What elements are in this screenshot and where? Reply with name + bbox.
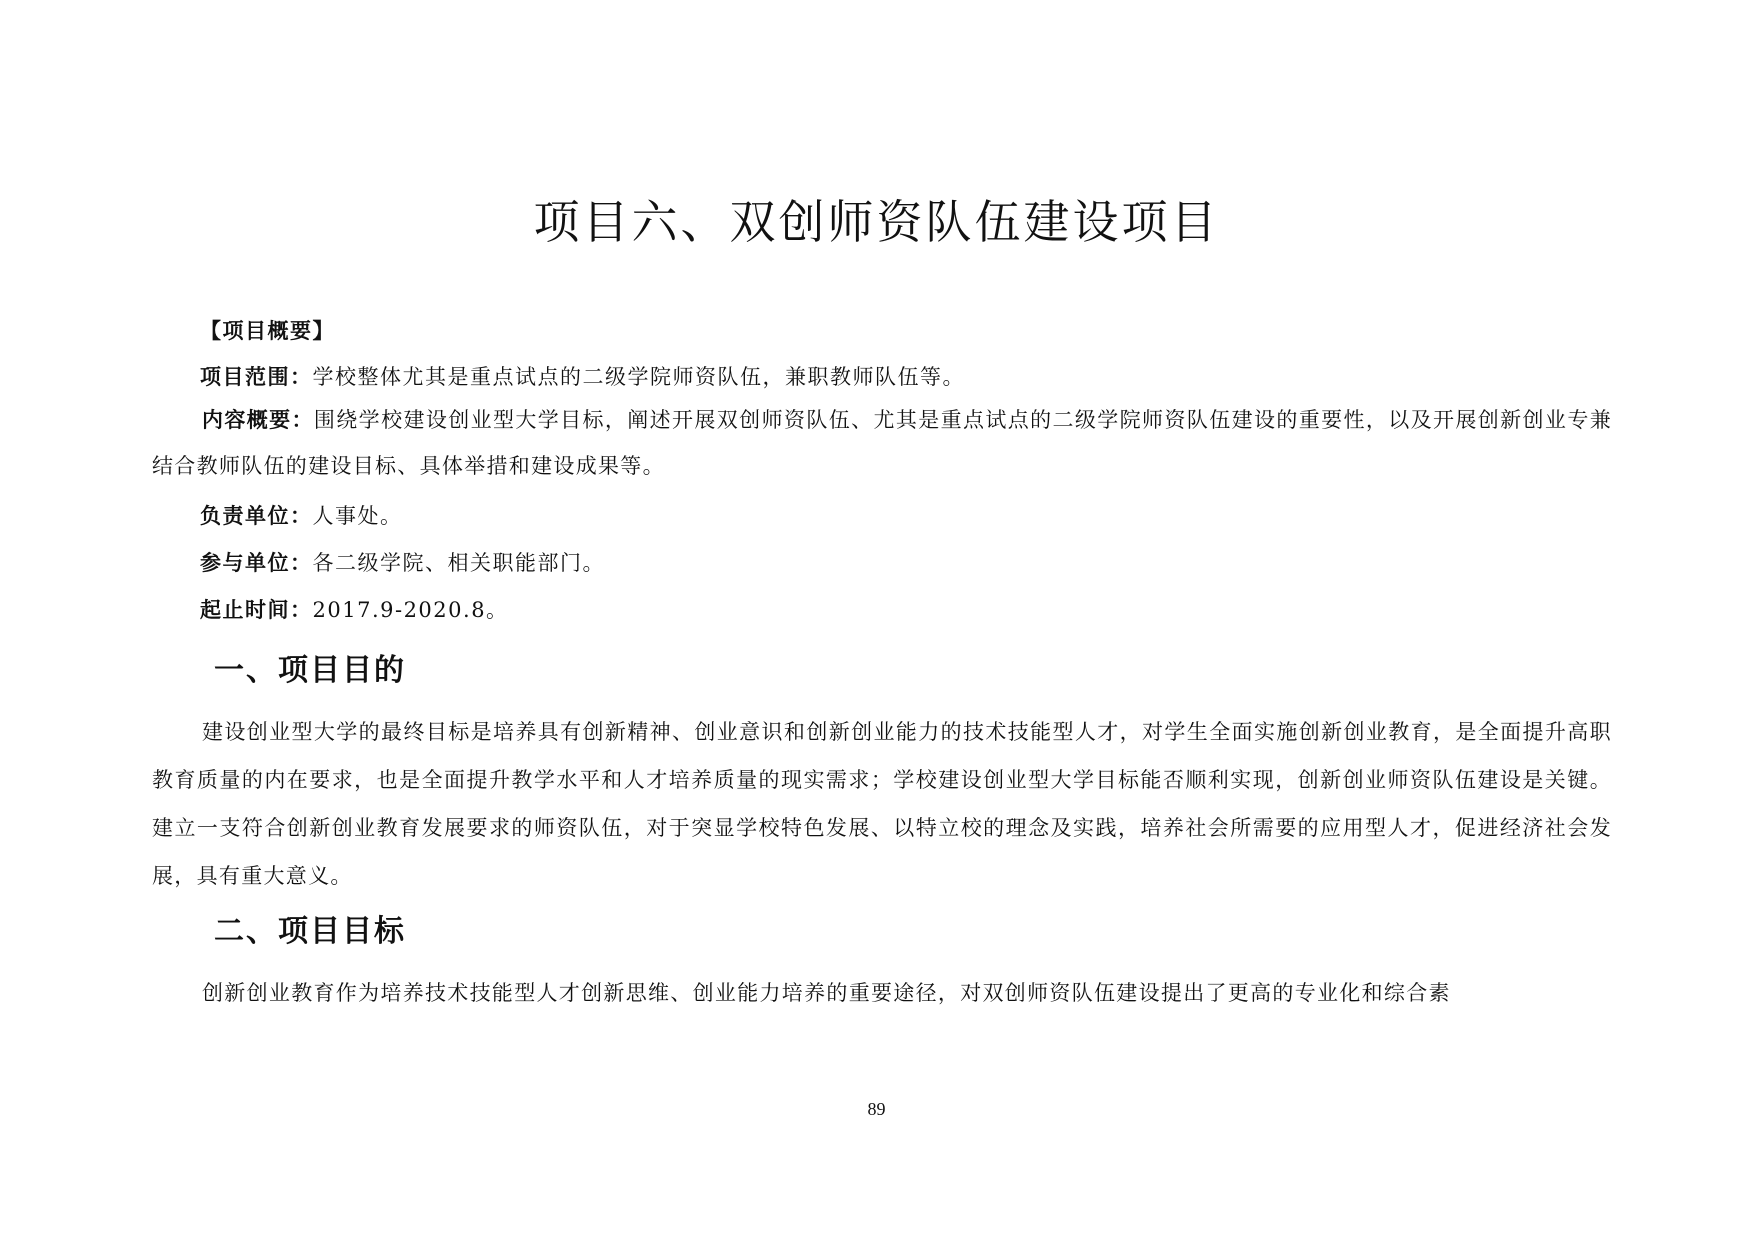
field-responsible-value: 人事处。 — [312, 504, 403, 528]
field-responsible-label: 负责单位： — [200, 504, 313, 528]
field-participants-value: 各二级学院、相关职能部门。 — [312, 551, 605, 575]
field-scope-label: 项目范围： — [200, 365, 313, 389]
summary-header: 【项目概要】 — [200, 319, 335, 343]
section-2-heading: 二、项目目标 — [214, 914, 406, 949]
field-period-label: 起止时间： — [200, 598, 313, 622]
section-2-body: 创新创业教育作为培养技术技能型人才创新思维、创业能力培养的重要途径，对双创师资队伍建设提出了更高的专业化和综合素 — [202, 981, 1451, 1005]
field-content-label: 内容概要： — [202, 408, 314, 432]
field-participants-label: 参与单位： — [200, 551, 313, 575]
field-period — [200, 596, 509, 624]
page-number: 89 — [867, 1099, 886, 1119]
field-scope — [200, 363, 965, 391]
field-scope-value: 学校整体尤其是重点试点的二级学院师资队伍，兼职教师队伍等。 — [312, 365, 965, 389]
document-title: 项目六、双创师资队伍建设项目 — [533, 195, 1220, 249]
field-content-value: 围绕学校建设创业型大学目标，阐述开展双创师资队伍、尤其是重点试点的二级学院师资队伍建设的重要性，以及开展创新创业专兼结合教师队伍的建设目标、具体举措和建设成果等。 — [152, 408, 1612, 478]
section-1-heading: 一、项目目的 — [214, 653, 406, 688]
field-content — [152, 397, 1612, 489]
section-1-body: 建设创业型大学的最终目标是培养具有创新精神、创业意识和创新创业能力的技术技能型人才，对学生全面实施创新创业教育，是全面提升高职教育质量的内在要求，也是全面提升教学水平和人才培养质量的现实需求；学校建设创业型大学目标能否顺利实现，创新创业师资队伍建设是关键。建立一支符合创新创业教育发展要求的师资队伍，对于突显学校特色发展、以特立校的理念及实践，培养社会所需要的应用型人才，促进经济社会发展，具有重大意义。 — [152, 720, 1612, 888]
field-responsible — [200, 502, 403, 530]
field-participants — [200, 549, 605, 577]
field-period-value: 2017.9-2020.8。 — [312, 598, 509, 622]
